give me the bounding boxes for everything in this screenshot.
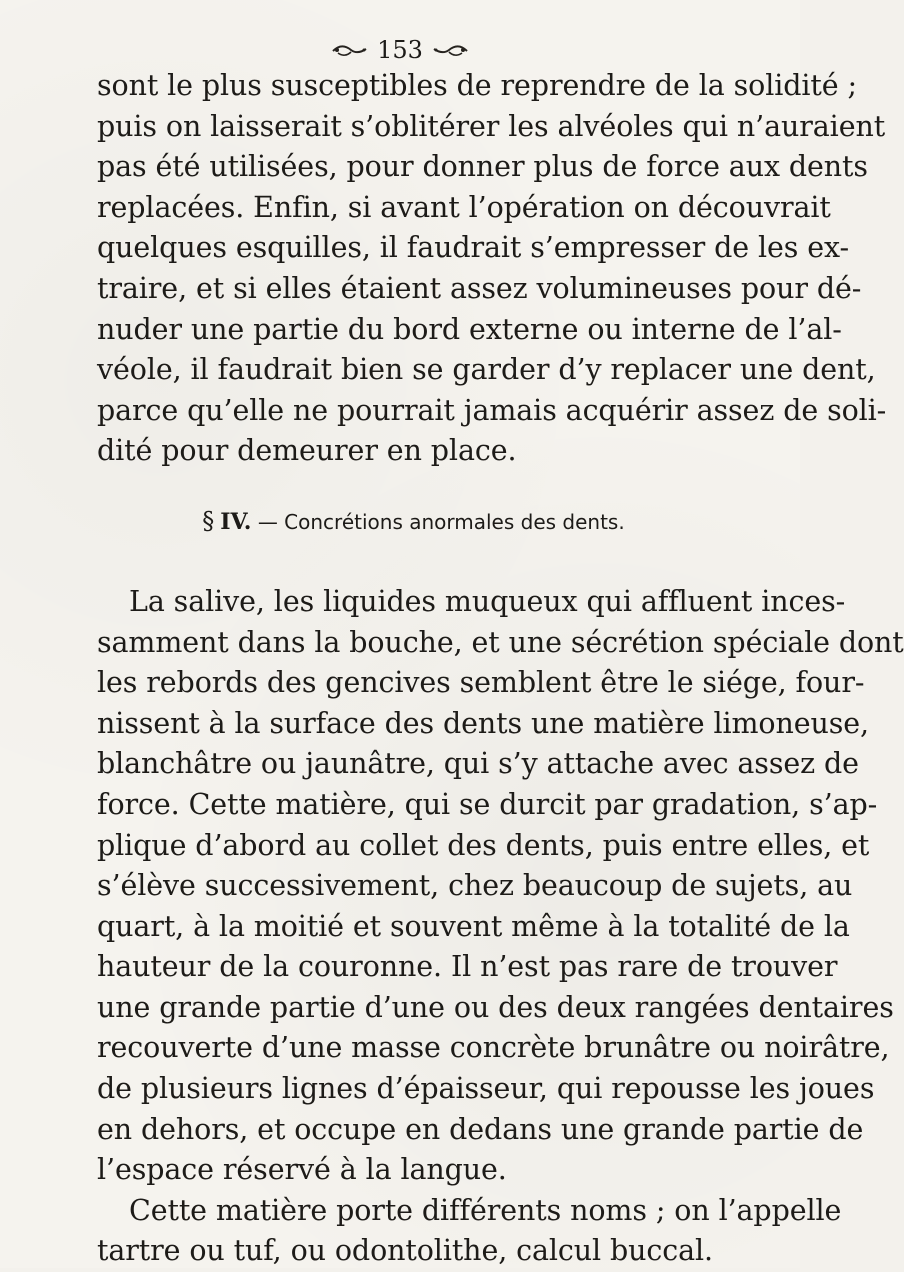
text-line: recouverte d’une masse concrète brunâtre ou noirâtre, [97, 1031, 890, 1065]
text-line: dité pour demeurer en place. [97, 434, 517, 468]
text-line: quart, à la moitié et souvent même à la totalité de la [97, 909, 850, 943]
text-line: s’élève successivement, chez beaucoup de sujets, au [97, 869, 853, 903]
section-heading [79, 506, 748, 537]
paragraph-names [97, 1191, 842, 1272]
text-line: parce qu’elle ne pourrait jamais acquérir assez de soli- [97, 393, 887, 427]
text-line: plique d’abord au collet des dents, puis entre elles, et [97, 828, 870, 862]
text-line: force. Cette matière, qui se durcit par gradation, s’ap- [97, 787, 878, 821]
text-line: une grande partie d’une ou des deux rangées dentaires [97, 990, 894, 1024]
text-line: en dehors, et occupe en dedans une grande partie de [97, 1112, 864, 1146]
text-line: hauteur de la couronne. Il n’est pas rare de trouver [97, 950, 838, 984]
text-line: tartre ou tuf, ou odontolithe, calcul buccal. [97, 1234, 713, 1268]
page-body [97, 66, 904, 1272]
text-line: quelques esquilles, il faudrait s’empresser de les ex- [97, 231, 850, 265]
paragraph-concretions [97, 582, 904, 1191]
text-line: traire, et si elles étaient assez volumineuses pour dé- [97, 271, 862, 305]
text-line: replacées. Enfin, si avant l’opération on découvrait [97, 190, 831, 224]
section-title: — Concrétions anormales des dents. [257, 509, 625, 534]
text-line: nissent à la surface des dents une matière limoneuse, [97, 706, 869, 740]
section-number: IV. [220, 508, 252, 535]
paragraph-continuation [97, 66, 887, 472]
text-line: Cette matière porte différents noms ; on l’appelle [129, 1193, 842, 1227]
decorative-flourish-left-icon [331, 41, 369, 59]
text-line: La salive, les liquides muqueux qui affluent inces- [129, 584, 846, 618]
page-header [52, 34, 748, 66]
text-line: puis on laisserait s’oblitérer les alvéoles qui n’auraient [97, 109, 886, 143]
text-line: l’espace réservé à la langue. [97, 1153, 507, 1187]
page-number: 153 [377, 36, 423, 64]
text-line: véole, il faudrait bien se garder d’y replacer une dent, [97, 353, 876, 387]
text-line: nuder une partie du bord externe ou interne de l’al- [97, 312, 842, 346]
decorative-flourish-right-icon [431, 41, 469, 59]
text-line: les rebords des gencives semblent être le siége, four- [97, 666, 865, 700]
text-line: sont le plus susceptibles de reprendre de la solidité ; [97, 69, 857, 102]
text-line: de plusieurs lignes d’épaisseur, qui repousse les joues [97, 1072, 875, 1106]
text-line: pas été utilisées, pour donner plus de force aux dents [97, 150, 868, 184]
text-line: blanchâtre ou jaunâtre, qui s’y attache avec assez de [97, 747, 859, 781]
section-sign: § [202, 506, 215, 535]
text-line: samment dans la bouche, et une sécrétion spéciale dont [97, 625, 904, 659]
